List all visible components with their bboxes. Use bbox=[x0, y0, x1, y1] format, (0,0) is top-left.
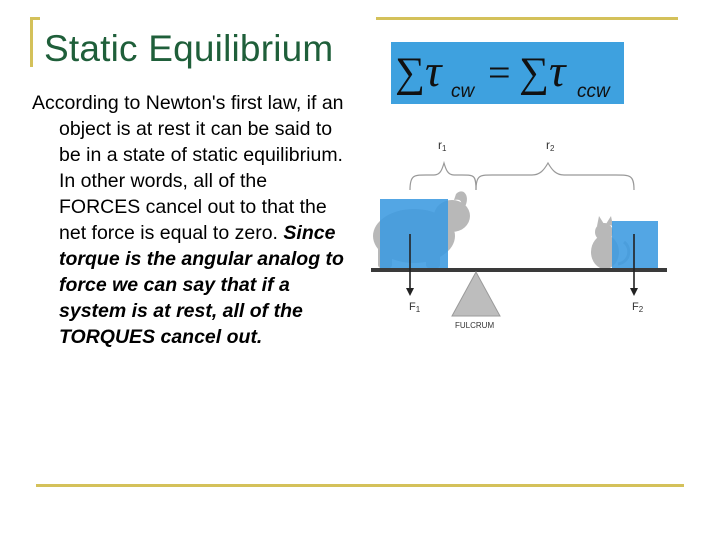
slide-title: Static Equilibrium bbox=[44, 28, 334, 69]
f1-arrow-head bbox=[406, 288, 414, 296]
seesaw-graphic bbox=[368, 128, 678, 328]
torque-formula bbox=[391, 42, 624, 104]
sigma-left: ∑ bbox=[395, 50, 425, 96]
subscript-cw: cw bbox=[451, 81, 475, 102]
subscript-ccw: ccw bbox=[577, 81, 610, 102]
r1-label: r1 bbox=[438, 138, 447, 153]
torque-formula-graphic bbox=[391, 42, 624, 104]
body-emphasis-text: Since torque is the angular analog to force we can say that if a system is at rest, all of the TORQUES cancel out. bbox=[59, 222, 344, 348]
seesaw-beam bbox=[371, 268, 667, 272]
tau-right: τ bbox=[549, 45, 566, 96]
title-backdrop bbox=[40, 10, 376, 28]
frame-left-rule bbox=[30, 17, 33, 67]
f2-label: F2 bbox=[632, 301, 644, 314]
f1-label: F1 bbox=[409, 301, 421, 314]
right-weight-block bbox=[612, 221, 658, 268]
body-plain-text: According to Newton's first law, if an object is at rest it can be said to be in a state of static equilibrium. In other words, all of the FORCES cancel out to that the net force is equal to zero. bbox=[32, 92, 344, 244]
f2-arrow-head bbox=[630, 288, 638, 296]
r2-brace bbox=[476, 163, 634, 190]
seesaw-diagram bbox=[368, 128, 678, 333]
body-paragraph bbox=[32, 90, 348, 350]
left-weight-block bbox=[380, 199, 448, 268]
r2-label: r2 bbox=[546, 138, 555, 153]
frame-bottom-rule bbox=[36, 484, 684, 487]
body-text bbox=[32, 90, 348, 350]
equals-sign: = bbox=[488, 50, 511, 95]
r1-brace bbox=[410, 163, 476, 190]
fulcrum-label: FULCRUM bbox=[455, 321, 495, 328]
sigma-right: ∑ bbox=[519, 50, 549, 96]
tau-left: τ bbox=[425, 45, 442, 96]
fulcrum-triangle bbox=[452, 272, 500, 316]
